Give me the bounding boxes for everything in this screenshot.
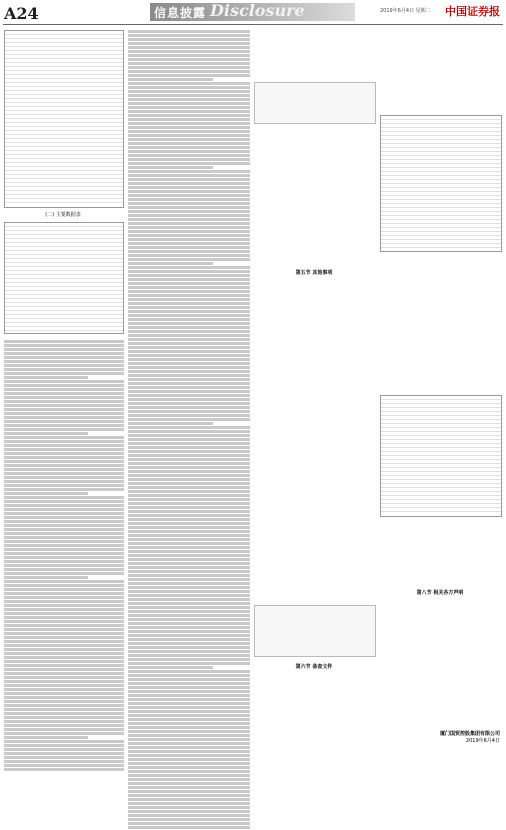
column-4 — [380, 30, 502, 744]
signatory-name: 厦门国贸控股集团有限公司 — [439, 731, 500, 737]
table-caption: (二) 主要数据表 — [45, 212, 81, 218]
column-1 — [4, 30, 124, 744]
page-header — [0, 0, 506, 28]
info-table — [380, 115, 502, 252]
section-heading-other-matters: 第五节 其他事项 — [295, 270, 333, 276]
section-title-cn: 信息披露 — [154, 6, 207, 20]
body-text-col2 — [128, 30, 250, 830]
column-3 — [254, 30, 376, 744]
newspaper-brand: 中国证券报 — [445, 5, 500, 18]
column-2 — [128, 30, 250, 744]
page-number: A24 — [4, 4, 39, 23]
signature-date: 2019年6月4日 — [465, 738, 500, 744]
body-text-col1 — [4, 340, 124, 772]
signature-block — [440, 730, 500, 744]
section-heading-declarations: 第八节 相关各方声明 — [416, 590, 464, 596]
disclosure-table — [380, 395, 502, 517]
publish-date: 2019年6月4日 星期二 — [380, 8, 431, 14]
header-rule — [3, 24, 503, 25]
section-heading-reference-docs: 第六节 备查文件 — [295, 664, 333, 670]
info-box-1 — [254, 82, 376, 124]
financial-table-2 — [4, 222, 124, 334]
section-title-en: Disclosure — [210, 1, 305, 20]
financial-table-1 — [4, 30, 124, 208]
info-box-2 — [254, 605, 376, 657]
